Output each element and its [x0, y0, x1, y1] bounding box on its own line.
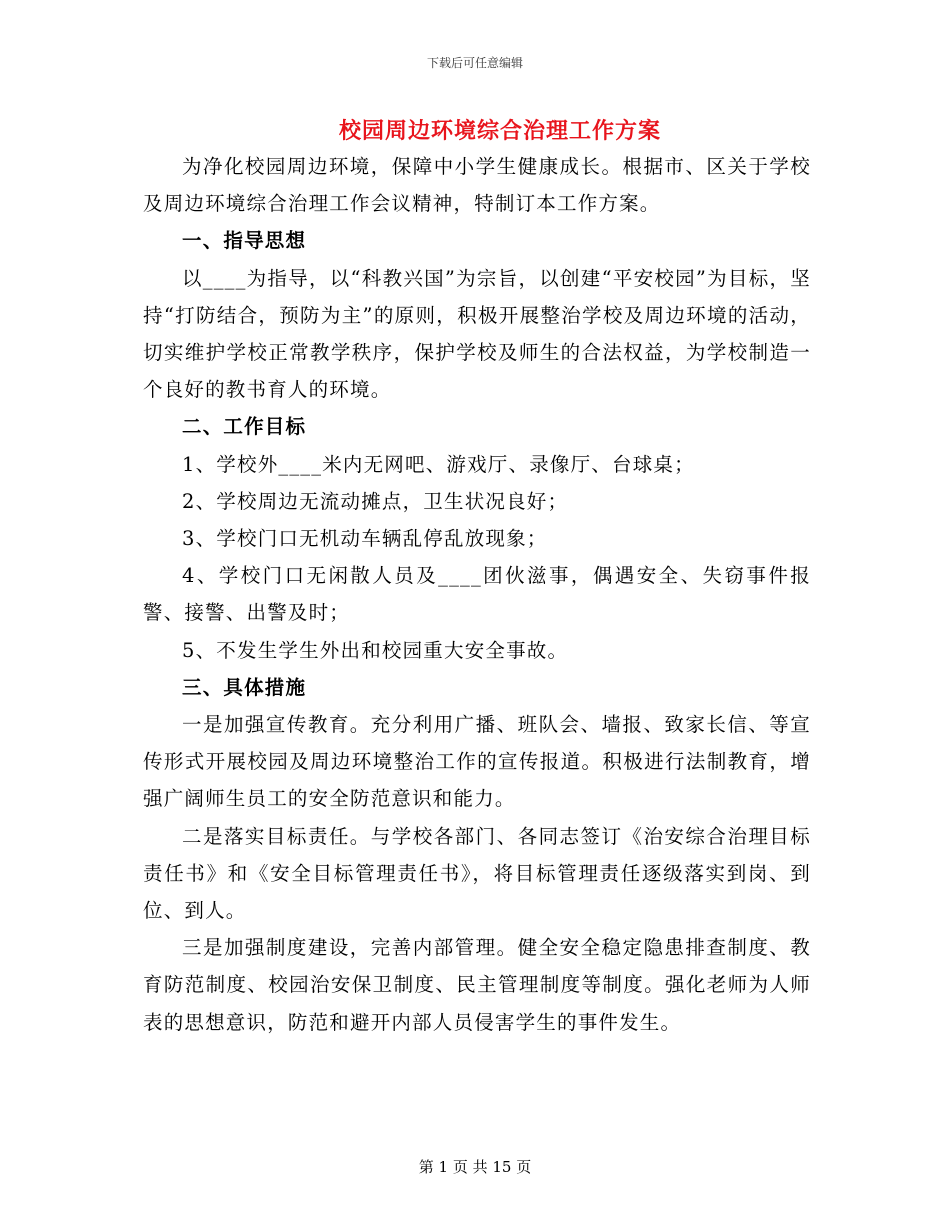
section-heading-guiding-ideology: 一、指导思想 — [182, 229, 307, 253]
guiding-ideology-paragraph: 以____为指导，以“科教兴国”为宗旨，以创建“平安校园”为目标，坚持“打防结合，预防为主”的原则，积极开展整治学校及周边环境的活动，切实维护学校正常教学秩序，保护学校及师生的合法权益，为学校制造一个良好的教书育人的环境。 — [143, 266, 811, 402]
goal-item-3: 3、学校门口无机动车辆乱停乱放现象； — [182, 527, 548, 551]
intro-paragraph: 为净化校园周边环境，保障中小学生健康成长。根据市、区关于学校及周边环境综合治理工作会议精神，特制订本工作方案。 — [143, 155, 811, 216]
page-number: 第 1 页 共 15 页 — [418, 1158, 532, 1176]
section-heading-measures: 三、具体措施 — [182, 675, 307, 699]
section-heading-work-goals: 二、工作目标 — [182, 415, 307, 439]
header-note: 下载后可任意编辑 — [426, 56, 523, 70]
document-title: 校园周边环境综合治理工作方案 — [338, 118, 661, 144]
goal-item-5: 5、不发生学生外出和校园重大安全事故。 — [182, 638, 569, 662]
goal-item-4: 4、学校门口无闲散人员及____团伙滋事，偶遇安全、失窃事件报警、接警、出警及时； — [143, 564, 811, 625]
document-body — [143, 148, 811, 1041]
measure-paragraph-2: 二是落实目标责任。与学校各部门、各同志签订《治安综合治理目标责任书》和《安全目标管理责任书》，将目标管理责任逐级落实到岗、到位、到人。 — [143, 824, 811, 923]
measure-paragraph-1: 一是加强宣传教育。充分利用广播、班队会、墙报、致家长信、等宣传形式开展校园及周边环境整治工作的宣传报道。积极进行法制教育，增强广阔师生员工的安全防范意识和能力。 — [143, 713, 811, 811]
measure-paragraph-3: 三是加强制度建设，完善内部管理。健全安全稳定隐患排查制度、教育防范制度、校园治安保卫制度、民主管理制度等制度。强化老师为人师表的思想意识，防范和避开内部人员侵害学生的事件发生。 — [143, 936, 811, 1034]
goal-item-2: 2、学校周边无流动摊点，卫生状况良好； — [182, 489, 569, 513]
goal-item-1: 1、学校外____米内无网吧、游戏厅、录像厅、台球桌； — [182, 452, 695, 476]
